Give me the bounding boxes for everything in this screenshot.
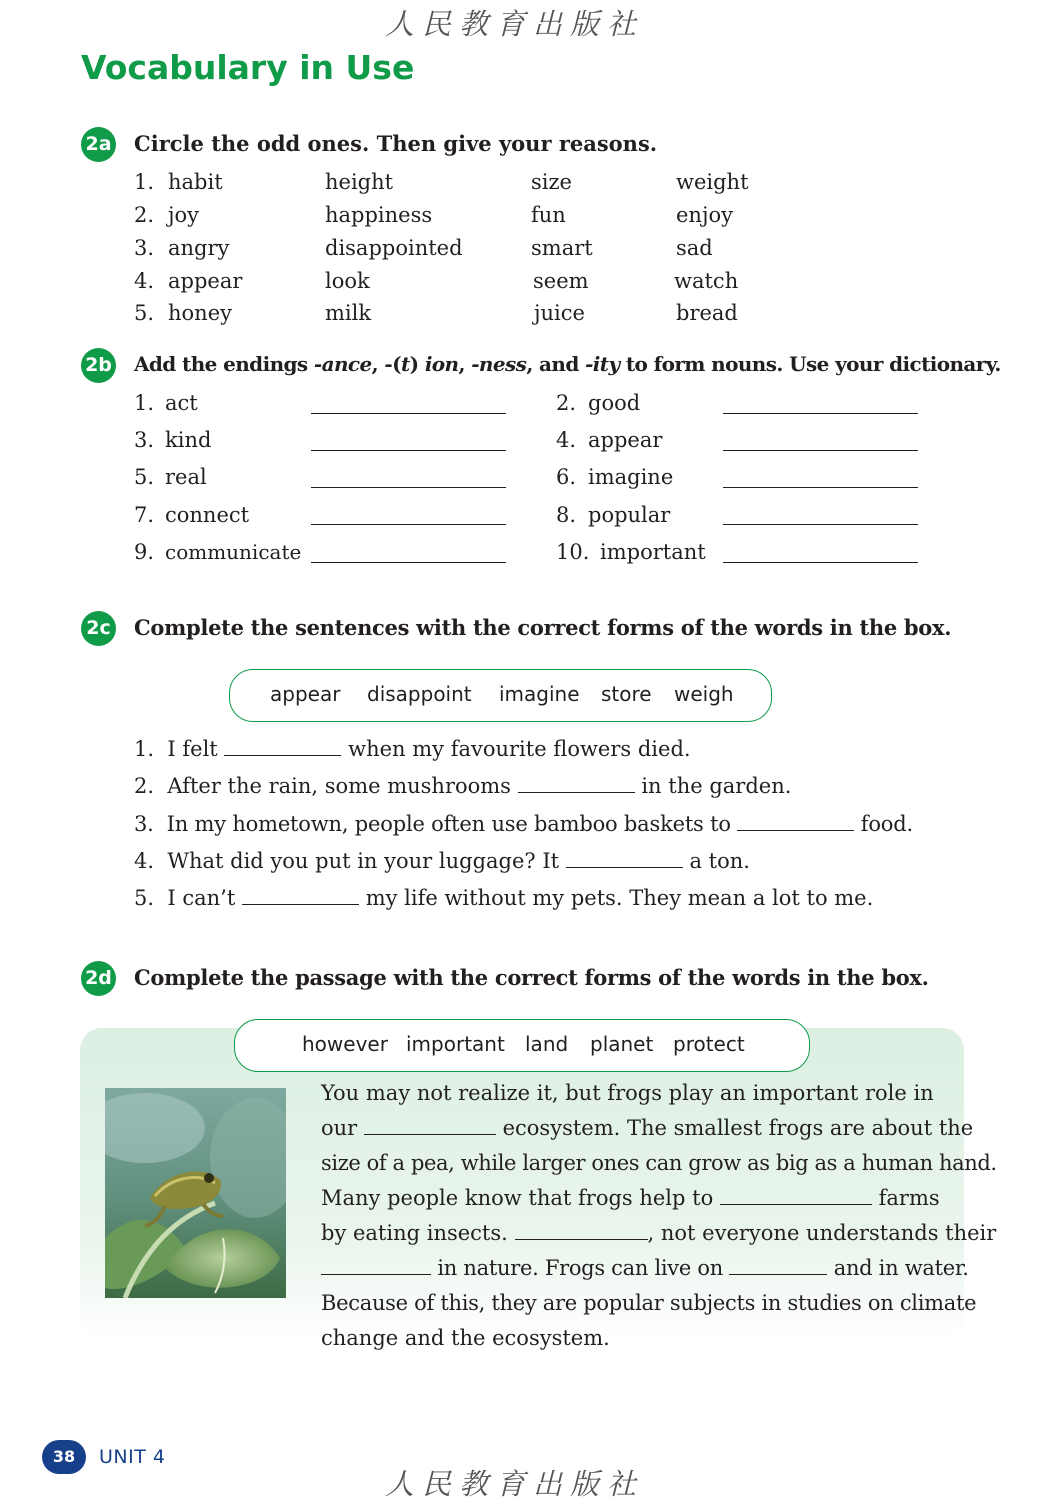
passage-line: in nature. Frogs can live on and in water.	[321, 1251, 922, 1286]
box-word: imagine	[499, 682, 580, 706]
answer-blank[interactable]	[723, 524, 918, 525]
answer-blank[interactable]	[311, 524, 506, 525]
root-word: appear	[588, 428, 663, 452]
passage-line: You may not realize it, but frogs play an important role in	[321, 1081, 934, 1105]
passage-line: Because of this, they are popular subjects in studies on climate	[321, 1291, 977, 1315]
answer-blank[interactable]	[729, 1256, 827, 1275]
item-number: 7.	[134, 503, 155, 527]
sentence: 4. What did you put in your luggage? It a ton.	[134, 849, 750, 873]
answer-blank[interactable]	[518, 774, 635, 793]
word: height	[325, 170, 394, 194]
passage-line: Many people know that frogs help to farms	[321, 1186, 940, 1210]
publisher-logo-footer: 人民教育出版社	[385, 1467, 645, 1501]
word: juice	[534, 301, 585, 325]
word: bread	[676, 301, 738, 325]
exercise-2a-badge: 2a	[81, 127, 116, 162]
root-word: imagine	[588, 465, 674, 489]
exercise-2b-badge: 2b	[81, 348, 116, 383]
word: seem	[533, 269, 589, 293]
item-number: 3.	[134, 236, 155, 260]
item-number: 4.	[556, 428, 577, 452]
root-word: good	[588, 391, 641, 415]
box-word: weigh	[674, 682, 734, 706]
word: look	[325, 269, 370, 293]
word: smart	[531, 236, 593, 260]
word: disappointed	[325, 236, 463, 260]
answer-blank[interactable]	[364, 1116, 496, 1135]
exercise-2b-instruction: Add the endings -ance, -(t) ion, -ness, and -ity to form nouns. Use your dictionary.	[134, 352, 1001, 376]
frog-photo	[105, 1088, 286, 1298]
box-word: land	[525, 1032, 569, 1056]
answer-blank[interactable]	[311, 413, 506, 414]
passage-line: size of a pea, while larger ones can grow as big as a human hand.	[321, 1151, 997, 1175]
answer-blank[interactable]	[321, 1256, 431, 1275]
answer-blank[interactable]	[723, 413, 918, 414]
box-word: important	[406, 1032, 505, 1056]
exercise-2c-instruction: Complete the sentences with the correct forms of the words in the box.	[134, 615, 952, 640]
passage-line: change and the ecosystem.	[321, 1326, 610, 1350]
root-word: real	[165, 465, 207, 489]
sentence: 2. After the rain, some mushrooms in the garden.	[134, 774, 792, 798]
word: habit	[168, 170, 223, 194]
word-box-2d	[234, 1019, 810, 1072]
unit-label: UNIT 4	[99, 1446, 166, 1468]
page-number: 38	[42, 1440, 86, 1474]
box-word: appear	[270, 682, 341, 706]
word: weight	[676, 170, 749, 194]
word-box-2c	[229, 669, 772, 722]
item-number: 9.	[134, 540, 155, 564]
exercise-2c-badge: 2c	[81, 611, 116, 646]
answer-blank[interactable]	[242, 886, 359, 905]
item-number: 2.	[556, 391, 577, 415]
item-number: 5.	[134, 301, 155, 325]
word: fun	[531, 203, 566, 227]
page-title: Vocabulary in Use	[81, 48, 415, 87]
item-number: 1.	[134, 391, 155, 415]
answer-blank[interactable]	[311, 562, 506, 563]
passage-text	[321, 1076, 997, 1356]
item-number: 6.	[556, 465, 577, 489]
root-word: popular	[588, 503, 671, 527]
box-word: store	[601, 682, 652, 706]
word: watch	[674, 269, 739, 293]
sentence: 5. I can’t my life without my pets. They mean a lot to me.	[134, 886, 874, 910]
box-word: disappoint	[367, 682, 472, 706]
answer-blank[interactable]	[737, 812, 854, 831]
word: happiness	[325, 203, 433, 227]
answer-blank[interactable]	[723, 450, 918, 451]
item-number: 8.	[556, 503, 577, 527]
sentence: 1. I felt when my favourite flowers died.	[134, 737, 691, 761]
item-number: 3.	[134, 428, 155, 452]
answer-blank[interactable]	[720, 1186, 872, 1205]
box-word: planet	[590, 1032, 654, 1056]
root-word: act	[165, 391, 198, 415]
answer-blank[interactable]	[311, 487, 506, 488]
root-word: connect	[165, 503, 250, 527]
answer-blank[interactable]	[515, 1221, 648, 1240]
exercise-2a-instruction: Circle the odd ones. Then give your reasons.	[134, 131, 658, 156]
box-word: protect	[673, 1032, 745, 1056]
answer-blank[interactable]	[224, 737, 341, 756]
exercise-2d-badge: 2d	[81, 961, 116, 996]
word: size	[531, 170, 572, 194]
word: angry	[168, 236, 230, 260]
item-number: 5.	[134, 465, 155, 489]
answer-blank[interactable]	[723, 562, 918, 563]
exercise-2d-instruction: Complete the passage with the correct forms of the words in the box.	[134, 965, 929, 990]
item-number: 2.	[134, 203, 155, 227]
word: appear	[168, 269, 243, 293]
answer-blank[interactable]	[311, 450, 506, 451]
publisher-logo: 人民教育出版社	[385, 7, 645, 41]
passage-line: our ecosystem. The smallest frogs are about the	[321, 1116, 974, 1140]
answer-blank[interactable]	[566, 849, 683, 868]
word: sad	[676, 236, 713, 260]
answer-blank[interactable]	[723, 487, 918, 488]
root-word: important	[600, 540, 706, 564]
passage-line: by eating insects. , not everyone understands their	[321, 1221, 997, 1245]
root-word: communicate	[165, 540, 302, 564]
word: honey	[168, 301, 232, 325]
root-word: kind	[165, 428, 212, 452]
item-number: 1.	[134, 170, 155, 194]
word: enjoy	[676, 203, 733, 227]
item-number: 10.	[556, 540, 590, 564]
sentence: 3. In my hometown, people often use bamboo baskets to food.	[134, 812, 913, 836]
box-word: however	[302, 1032, 388, 1056]
word: milk	[325, 301, 372, 325]
item-number: 4.	[134, 269, 155, 293]
word: joy	[168, 203, 200, 227]
